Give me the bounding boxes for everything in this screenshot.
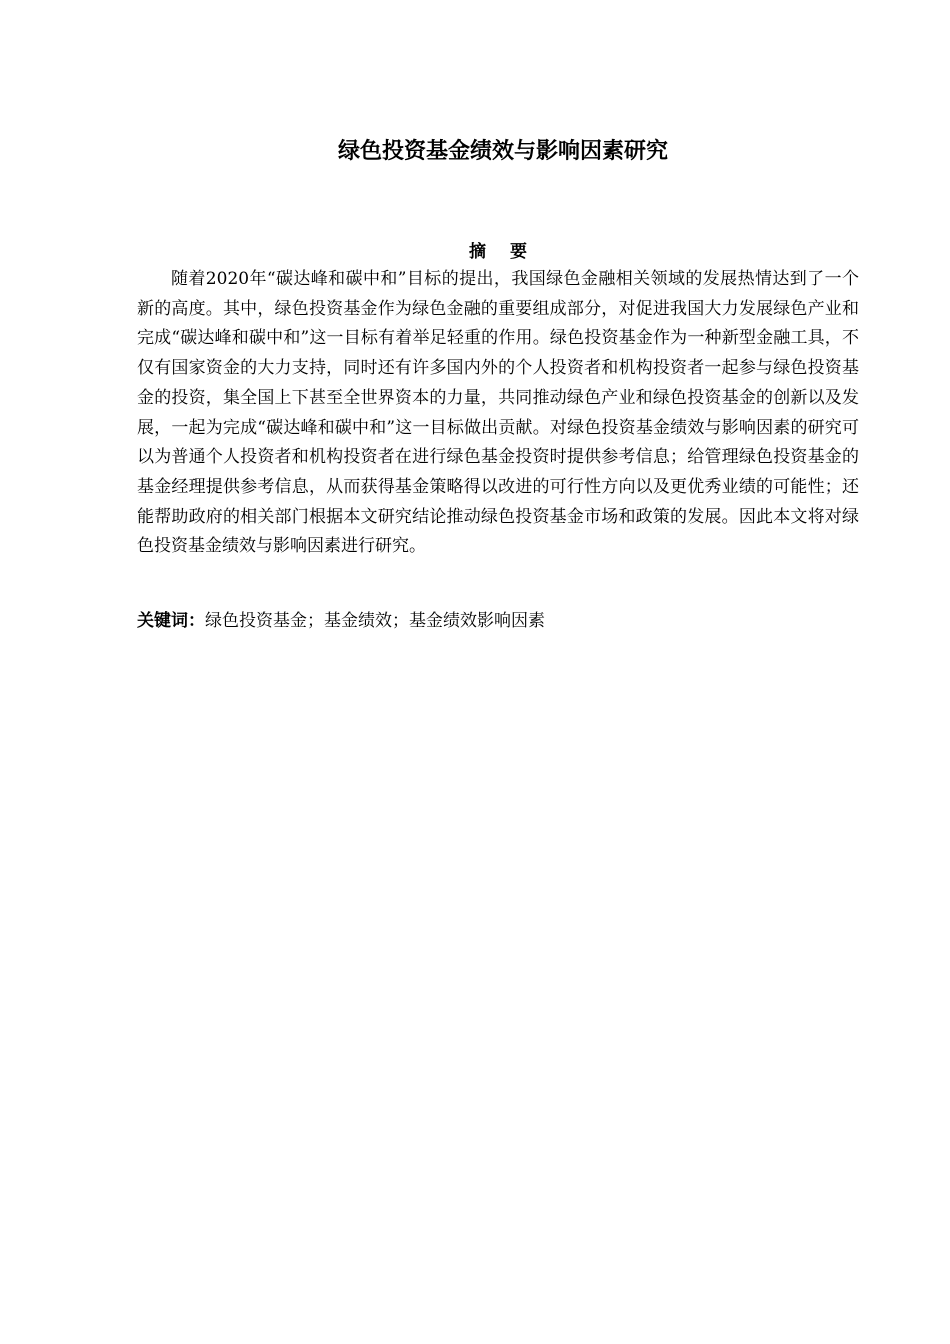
keywords-text: 绿色投资基金；基金绩效；基金绩效影响因素 — [205, 611, 545, 631]
keywords-label: 关键词： — [137, 611, 205, 631]
document-title: 绿色投资基金绩效与影响因素研究 — [337, 139, 668, 164]
abstract-body: 随着2020年“碳达峰和碳中和”目标的提出，我国绿色金融相关领域的发展热情达到了一个新的高度。其中，绿色投资基金作为绿色金融的重要组成部分，对促进我国大力发展绿色产业和完成“碳达峰和碳中和”这一目标有着举足轻重的作用。绿色投资基金作为一种新型金融工具，不仅有国家资金的大力支持，同时还有许多国内外的个人投资者和机构投资者一起参与绿色投资基金的投资，集全国上下甚至全世界资本的力量，共同推动绿色产业和绿色投资基金的创新以及发展，一起为完成“碳达峰和碳中和”这一目标做出贡献。对绿色投资基金绩效与影响因素的研究可以为普通个人投资者和机构投资者在进行绿色基金投资时提供参考信息；给管理绿色投资基金的基金经理提供参考信息，从而获得基金策略得以改进的可行性方向以及更优秀业绩的可能性；还能帮助政府的相关部门根据本文研究结论推动绿色投资基金市场和政策的发展。因此本文将对绿色投资基金绩效与影响因素进行研究。 — [137, 269, 859, 557]
abstract-heading: 摘 要 — [469, 242, 527, 262]
keywords-line — [137, 607, 859, 637]
